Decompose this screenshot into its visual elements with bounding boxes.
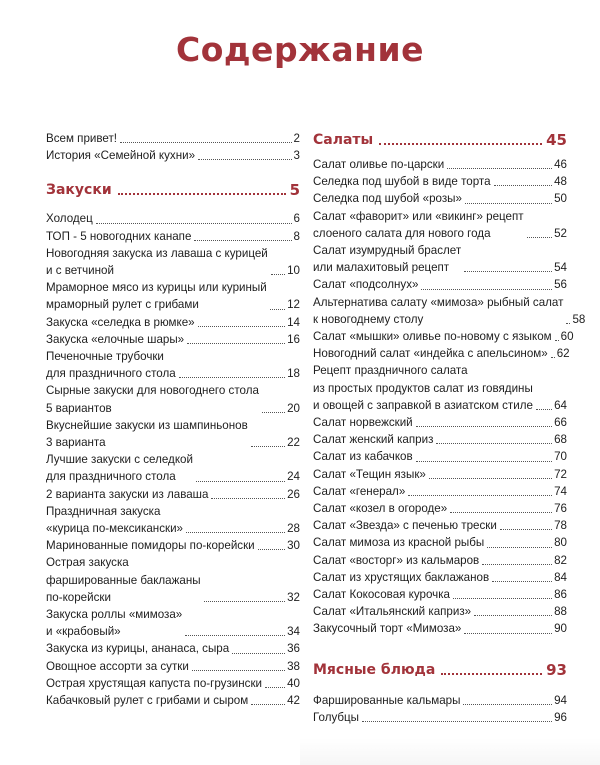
toc-entry — [313, 156, 567, 173]
entry-title-line: Новогодняя закуска из лаваша с курицей — [46, 246, 268, 260]
entry-title — [46, 606, 182, 640]
leader-dots — [421, 289, 552, 290]
entry-title — [313, 448, 413, 465]
entry-page: 3 — [293, 149, 300, 163]
entry-title-line: Салат «фаворит» или «викинг» рецепт — [313, 209, 524, 223]
toc-entry — [313, 414, 567, 431]
leader-dots — [482, 564, 552, 565]
toc-entry — [46, 451, 300, 485]
toc-entry — [313, 362, 567, 414]
entry-page: 30 — [287, 539, 300, 553]
entry-page: 38 — [287, 659, 300, 673]
entry-title-line: Альтернатива салату «мимоза» рыбный салат — [313, 295, 564, 309]
toc-entry — [46, 658, 300, 675]
entry-title-line: Салат оливье по-царски — [313, 158, 445, 171]
entry-title-line: мраморный рулет с грибами — [46, 298, 199, 312]
entry-page: 72 — [554, 467, 567, 481]
entry-title — [46, 331, 184, 348]
entry-page: 14 — [287, 315, 300, 329]
entry-title-line: Салат «генерал» — [313, 484, 406, 498]
toc-entry — [313, 692, 567, 709]
section-title: Мясные блюда — [313, 661, 436, 678]
entry-title-line: Закуска «селедка в рюмке» — [46, 315, 195, 329]
leader-dots — [447, 168, 552, 169]
entry-title — [46, 417, 248, 451]
entry-title-line: Закуска роллы «мимоза» — [46, 608, 183, 622]
entry-title — [313, 294, 563, 328]
leader-dots — [270, 309, 285, 310]
toc-entry — [46, 382, 300, 416]
leader-dots — [204, 601, 286, 602]
entry-title — [46, 279, 267, 313]
entry-title-line: Салат изумрудный браслет — [313, 244, 462, 258]
toc-entry — [313, 483, 567, 500]
leader-dots — [96, 223, 292, 224]
leader-dots — [474, 615, 552, 616]
entry-title — [46, 486, 208, 503]
entry-page: 52 — [554, 226, 567, 240]
entry-page: 48 — [554, 175, 567, 189]
leader-dots — [262, 412, 285, 413]
entry-title-line: Закуска из курицы, ананаса, сыра — [46, 642, 230, 656]
entry-title — [313, 552, 479, 569]
entry-page: 94 — [554, 693, 567, 707]
leader-dots — [251, 446, 285, 447]
section-title: Закуски — [46, 182, 112, 199]
toc-entry — [46, 279, 300, 313]
entry-title-line: Салат «мышки» оливье по-новому с языком — [313, 330, 552, 344]
entry-title-line: Мраморное мясо из курицы или куриный — [46, 281, 267, 295]
toc-entry — [313, 173, 567, 190]
leader-dots — [251, 704, 285, 705]
toc-entry — [46, 314, 300, 331]
toc-entry — [313, 276, 567, 293]
entry-title — [313, 242, 461, 276]
leader-dots — [198, 326, 285, 327]
toc-entry — [46, 692, 300, 709]
entry-title-line: слоеного салата для нового года — [313, 226, 491, 240]
entry-title-line: Печеночные трубочки — [46, 350, 164, 364]
entry-page: 8 — [293, 229, 300, 243]
entry-title-line: фаршированные баклажаны — [46, 573, 201, 587]
entry-title-line: Праздничная закуска — [46, 504, 161, 518]
entry-title — [46, 537, 255, 554]
entry-page: 24 — [287, 470, 300, 484]
toc-entry — [46, 537, 300, 554]
entry-title-line: по-корейски — [46, 590, 111, 604]
entry-title-line: Фаршированные кальмары — [313, 693, 461, 707]
leader-dots — [566, 323, 570, 324]
leader-dots — [379, 143, 542, 145]
entry-title — [313, 692, 460, 709]
entry-title-line: Новогодний салат «индейка с апельсином» — [313, 347, 548, 361]
entry-page: 36 — [287, 642, 300, 656]
leader-dots — [436, 443, 552, 444]
entry-page: 20 — [287, 401, 300, 415]
toc-entry — [46, 554, 300, 606]
toc-entry — [313, 500, 567, 517]
entry-title-line: Салат из кабачков — [313, 450, 413, 464]
leader-dots — [186, 532, 285, 533]
leader-dots — [196, 481, 285, 482]
entry-page: 84 — [554, 570, 567, 584]
entry-title-line: для праздничного стола — [46, 367, 176, 381]
entry-page: 32 — [287, 590, 300, 604]
leader-dots — [271, 274, 285, 275]
entry-title-line: «курица по-мексикански» — [46, 522, 184, 536]
entry-title-line: Острая закуска — [46, 556, 129, 570]
toc-entry — [313, 603, 567, 620]
entry-title-line: Лучшие закуски с селедкой — [46, 453, 193, 467]
entry-title — [46, 658, 189, 675]
intro-list — [46, 130, 300, 164]
toc-entry — [46, 228, 300, 245]
entry-title — [46, 382, 259, 416]
entry-title — [46, 554, 201, 606]
entry-title-line: Сырные закуски для новогоднего стола — [46, 384, 259, 398]
entry-title-line: Кабачковый рулет с грибами и сыром — [46, 694, 249, 708]
leader-dots — [429, 478, 552, 479]
leader-dots — [555, 340, 559, 341]
leader-dots — [179, 377, 285, 378]
toc-entry — [46, 675, 300, 692]
entry-title-line: Закусочный торт «Мимоза» — [313, 622, 462, 636]
section-page: 45 — [546, 131, 567, 149]
leader-dots — [450, 512, 552, 513]
entry-page: 46 — [554, 158, 567, 171]
leader-dots — [194, 240, 291, 241]
entry-page: 68 — [554, 433, 567, 447]
toc-entry — [313, 242, 567, 276]
entry-title-line: Острая хрустящая капуста по-грузински — [46, 676, 263, 690]
entry-page: 12 — [287, 298, 300, 312]
leader-dots — [527, 237, 553, 238]
entry-page: 58 — [572, 312, 586, 326]
entry-title-line: Рецепт праздничного салата — [313, 364, 468, 378]
toc-entry — [313, 294, 586, 328]
entry-page: 56 — [554, 278, 567, 292]
entry-title: Всем привет! — [46, 132, 117, 145]
right-column — [313, 130, 586, 726]
entry-title — [46, 228, 191, 245]
entry-title — [313, 466, 426, 483]
entry-page: 18 — [287, 367, 300, 381]
entry-title — [46, 451, 193, 485]
entry-title-line: 5 вариантов — [46, 401, 112, 415]
entry-page: 80 — [554, 536, 567, 550]
entry-title — [313, 603, 471, 620]
leader-dots — [192, 670, 285, 671]
entry-page: 50 — [554, 192, 567, 206]
leader-dots — [416, 426, 552, 427]
toc-entry — [313, 448, 567, 465]
entry-title — [46, 314, 195, 331]
leader-dots — [118, 193, 286, 195]
entry-page: 28 — [287, 522, 300, 536]
entry-page: 82 — [554, 553, 567, 567]
leader-dots — [198, 159, 292, 160]
leader-dots — [408, 495, 552, 496]
toc-entry — [313, 517, 567, 534]
leader-dots — [211, 498, 285, 499]
section-header-myasnye — [313, 660, 567, 680]
entry-page: 66 — [554, 416, 567, 430]
entry-page: 10 — [287, 264, 300, 278]
section-header-zakuski — [46, 180, 300, 200]
entry-title-line: Салат «восторг» из кальмаров — [313, 553, 480, 567]
toc-entry — [46, 245, 300, 279]
leader-dots — [487, 547, 552, 548]
toc-entry — [313, 190, 567, 207]
entry-page: 90 — [554, 622, 567, 636]
page-edge-shadow — [300, 738, 600, 765]
entry-title — [313, 276, 418, 293]
toc-entry — [313, 534, 567, 551]
entry-title — [313, 414, 413, 431]
leader-dots — [536, 409, 552, 410]
entry-page: 78 — [554, 519, 567, 533]
toc-entry — [313, 345, 570, 362]
toc-entry — [46, 606, 300, 640]
toc-entry — [46, 210, 300, 227]
entry-title-line: из простых продуктов салат из говядины — [313, 381, 533, 395]
entry-title — [313, 362, 533, 414]
toc-entry — [46, 417, 300, 451]
entry-title — [313, 345, 548, 362]
entry-title: История «Семейной кухни» — [46, 149, 196, 163]
leader-dots — [453, 598, 552, 599]
entry-title — [46, 675, 262, 692]
entry-title-line: Селедка под шубой в виде торта — [313, 175, 491, 189]
toc-entry — [46, 331, 300, 348]
section-header-salaty — [313, 130, 567, 150]
toc-entry — [313, 328, 574, 345]
leader-dots — [362, 721, 552, 722]
section-title: Салаты — [313, 132, 374, 148]
entry-title-line: Маринованные помидоры по-корейски — [46, 539, 255, 553]
leader-dots — [265, 687, 285, 688]
entry-title-line: ТОП - 5 новогодних канапе — [46, 229, 192, 243]
entry-title-line: Голубцы — [313, 710, 360, 724]
entry-title — [313, 586, 450, 603]
entry-page: 26 — [287, 487, 300, 501]
entry-title — [313, 431, 433, 448]
entry-title-line: Закуска «елочные шары» — [46, 332, 185, 346]
entry-title-line: Салат «Итальянский каприз» — [313, 605, 472, 619]
entry-page: 96 — [554, 710, 567, 724]
entry-title-line: и «крабовый» — [46, 625, 121, 639]
leader-dots — [416, 461, 552, 462]
toc-entry — [313, 431, 567, 448]
entry-title-line: Салат норвежский — [313, 416, 413, 430]
entry-page: 88 — [554, 605, 567, 619]
entry-page: 62 — [556, 347, 570, 361]
entry-title-line: 2 варианта закуски из лаваша — [46, 487, 209, 501]
entry-page: 74 — [554, 484, 567, 498]
entry-title — [313, 173, 491, 190]
toc-entry — [313, 709, 567, 726]
entry-title-line: для праздничного стола — [46, 470, 176, 484]
entry-title — [46, 245, 268, 279]
zakuski-list — [46, 210, 300, 709]
toc-entry — [46, 640, 300, 657]
entry-title-line: и с ветчиной — [46, 264, 114, 278]
entry-title-line: Селедка под шубой «розы» — [313, 192, 462, 206]
toc-entry — [313, 466, 567, 483]
entry-title-line: Вкуснейшие закуски из шампиньонов — [46, 418, 248, 432]
entry-title — [46, 210, 93, 227]
entry-page: 70 — [554, 450, 567, 464]
toc-entry — [313, 552, 567, 569]
toc-entry — [46, 147, 300, 164]
toc-entry — [46, 348, 300, 382]
entry-title — [313, 483, 405, 500]
entry-title-line: Салат из хрустящих баклажанов — [313, 570, 490, 584]
leader-dots — [258, 549, 285, 550]
entry-page: 22 — [287, 436, 300, 450]
leader-dots — [441, 673, 542, 675]
toc-entry — [46, 486, 300, 503]
entry-title — [313, 328, 552, 345]
entry-title — [313, 208, 524, 242]
entry-title-line: Овощное ассорти за сутки — [46, 659, 189, 673]
leader-dots — [492, 581, 552, 582]
entry-title — [313, 517, 497, 534]
toc-entry — [313, 208, 567, 242]
myasnye-list — [313, 692, 567, 726]
leader-dots — [232, 653, 285, 654]
entry-page: 64 — [554, 398, 567, 412]
salaty-list — [313, 156, 586, 638]
leader-dots — [464, 271, 552, 272]
toc-entry — [46, 503, 300, 537]
entry-title-line: или малахитовый рецепт — [313, 261, 450, 275]
leader-dots — [187, 343, 285, 344]
entry-title — [46, 503, 183, 537]
entry-title-line: Салат «козел в огороде» — [313, 502, 448, 516]
entry-title-line: Салат «подсолнух» — [313, 278, 419, 292]
toc-entry — [46, 130, 300, 147]
entry-page: 86 — [554, 588, 567, 602]
entry-title-line: 3 варианта — [46, 436, 106, 450]
entry-page: 76 — [554, 502, 567, 516]
section-page: 93 — [546, 660, 567, 679]
entry-title-line: Салат мимоза из красной рыбы — [313, 536, 485, 550]
entry-title — [46, 692, 248, 709]
leader-dots — [465, 203, 552, 204]
leader-dots — [463, 704, 552, 705]
entry-title — [313, 190, 462, 207]
entry-page: 2 — [293, 132, 300, 145]
entry-page: 16 — [287, 332, 300, 346]
left-column — [46, 130, 300, 709]
entry-title-line: Холодец — [46, 212, 93, 226]
page-title: Содержание — [176, 30, 424, 69]
leader-dots — [494, 185, 553, 186]
entry-title-line: Салат женский каприз — [313, 433, 434, 447]
entry-page: 6 — [293, 212, 300, 226]
entry-title-line: Салат «Тещин язык» — [313, 467, 426, 481]
entry-title-line: к новогоднему столу — [313, 312, 424, 326]
entry-title-line: и овощей с заправкой в азиатском стиле — [313, 398, 533, 412]
entry-title — [313, 500, 447, 517]
leader-dots — [120, 142, 292, 143]
entry-title — [46, 348, 176, 382]
entry-page: 42 — [287, 694, 300, 708]
entry-page: 60 — [560, 330, 574, 344]
entry-title — [313, 569, 489, 586]
toc-entry — [313, 586, 567, 603]
section-page: 5 — [289, 181, 300, 200]
leader-dots — [185, 635, 285, 636]
entry-title-line: Салат Кокосовая курочка — [313, 588, 450, 602]
leader-dots — [500, 529, 552, 530]
entry-page: 34 — [287, 625, 300, 639]
entry-title — [46, 640, 229, 657]
entry-title — [313, 709, 359, 726]
entry-title-line: Салат «Звезда» с печенью трески — [313, 519, 497, 533]
entry-page: 54 — [554, 261, 567, 275]
entry-title — [313, 534, 484, 551]
entry-page: 40 — [287, 676, 300, 690]
toc-entry — [313, 569, 567, 586]
entry-title — [313, 620, 461, 637]
leader-dots — [464, 633, 552, 634]
entry-title — [313, 156, 444, 173]
toc-entry — [313, 620, 567, 637]
leader-dots — [551, 357, 555, 358]
